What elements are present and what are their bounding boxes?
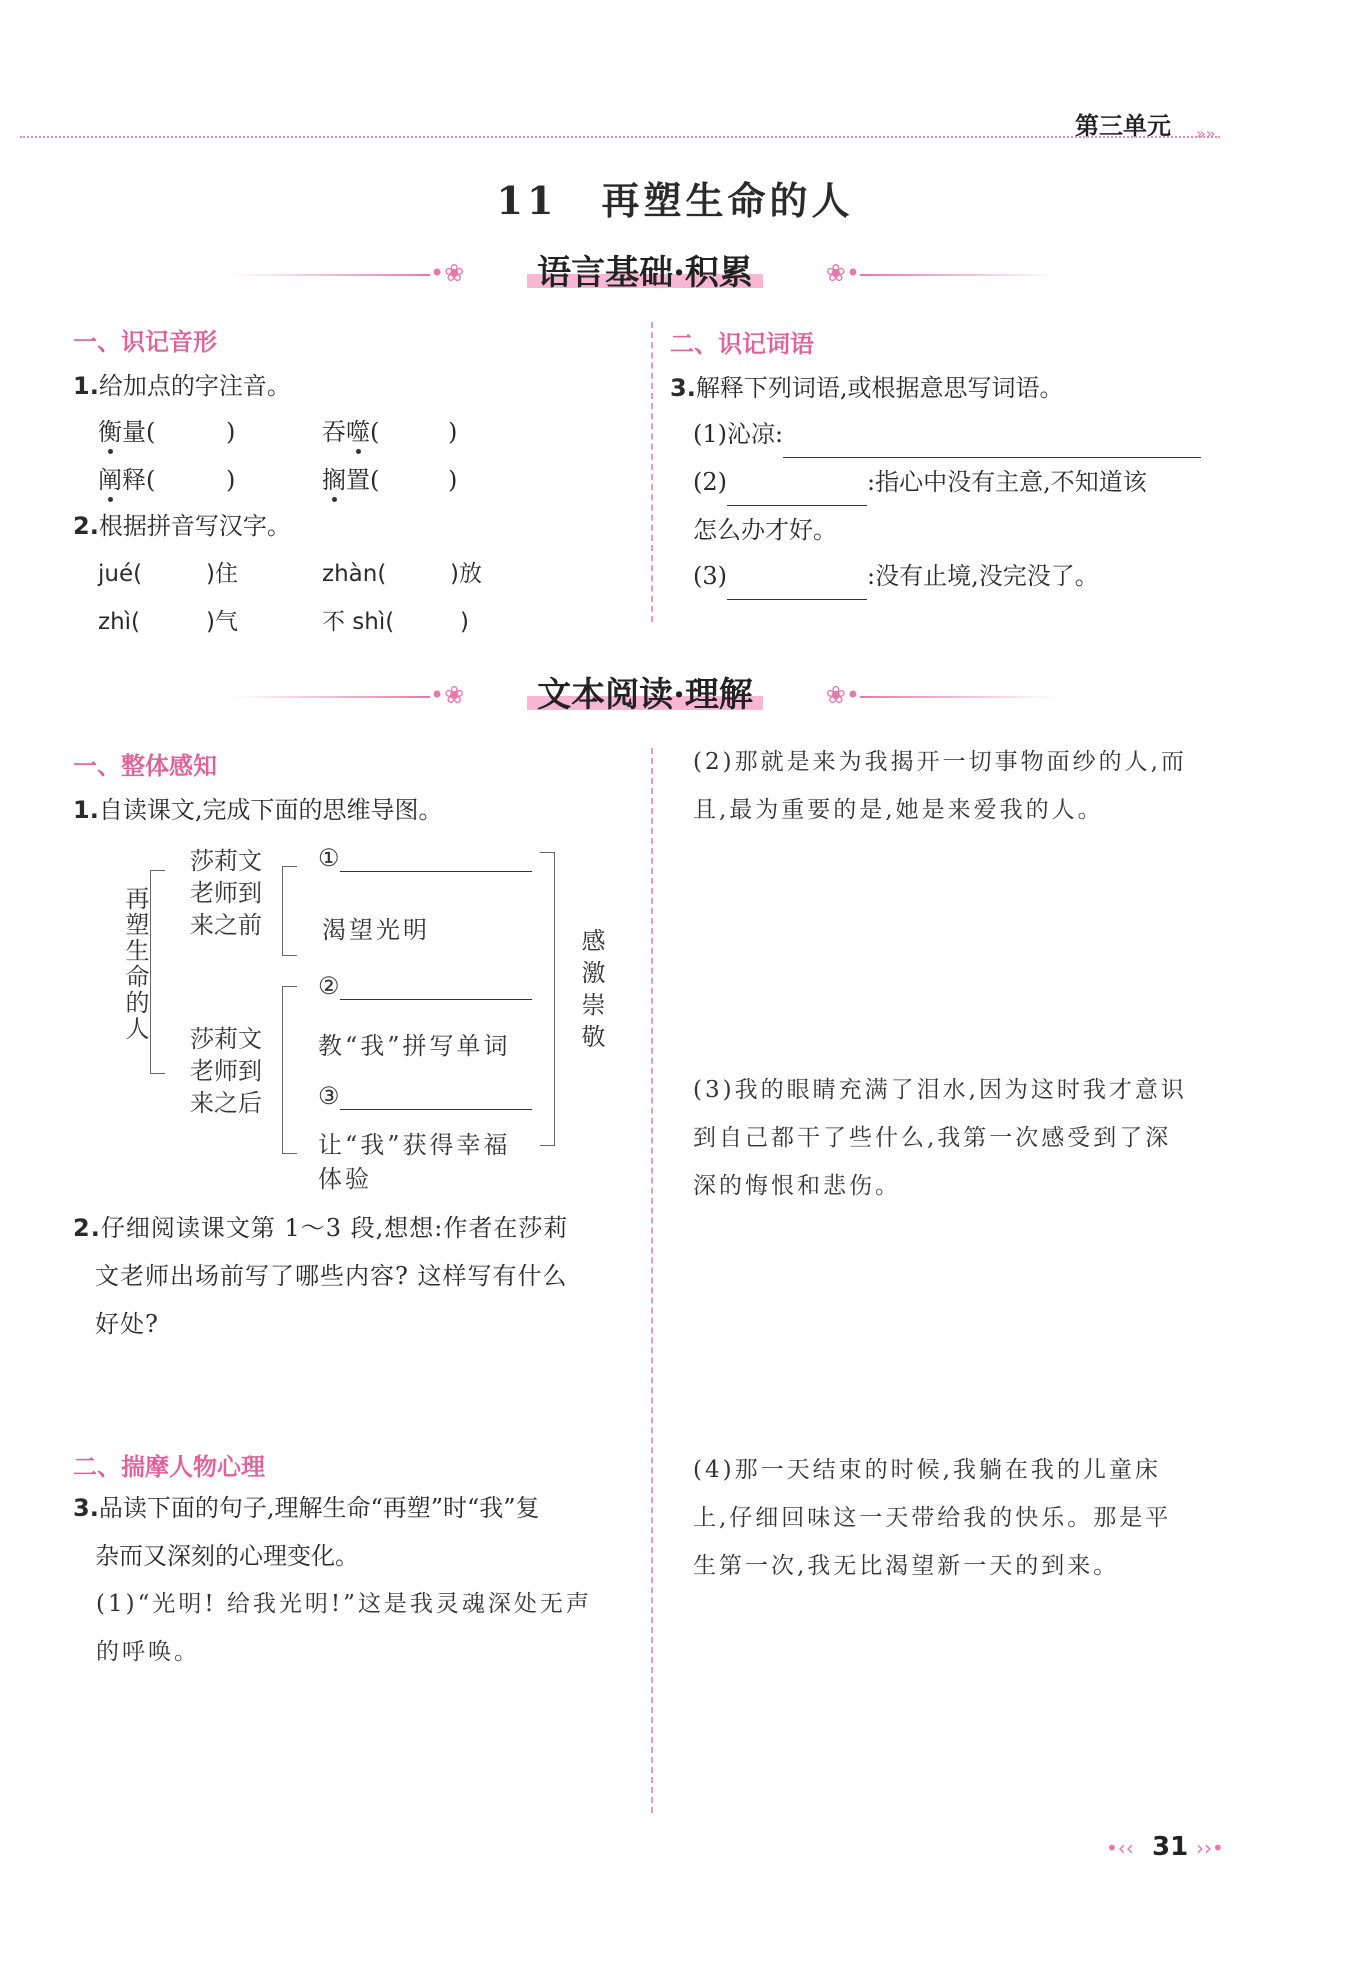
chevron-left-icon: •‹‹	[1106, 1836, 1134, 1860]
bracket	[150, 870, 165, 1074]
bracket	[282, 986, 297, 1154]
header-divider	[20, 136, 1220, 138]
unit-label: 第三单元	[1075, 112, 1171, 140]
swirl-left-icon: •❀	[430, 681, 465, 709]
item-1: (1)沁凉:	[693, 410, 1201, 458]
pinyin-item: )住	[206, 561, 238, 587]
paren-close: )	[226, 418, 236, 446]
word-item: 搁 置(	[322, 456, 379, 504]
swirl-left-icon: •❀	[430, 259, 465, 287]
section-heading: 二、识记词语	[670, 330, 814, 358]
pinyin-item: jué(	[98, 561, 143, 587]
lesson-number: 11	[496, 178, 558, 223]
word-item: 阐 释(	[98, 456, 155, 504]
mindmap-node-1: ①	[318, 844, 532, 872]
question-1: 1.给加点的字注音。	[73, 372, 291, 400]
answer-blank[interactable]	[340, 1087, 532, 1110]
word-item: 吞噬 (	[322, 408, 379, 456]
lesson-name: 再塑生命的人	[601, 178, 854, 223]
chevron-right-icon: »»	[1196, 124, 1216, 143]
item-2-cont: 怎么办才好。	[693, 516, 837, 544]
banner-title: 语言基础·积累	[527, 253, 763, 293]
mindmap-node-5: ③	[318, 1082, 532, 1110]
page-number: 31	[1152, 1832, 1189, 1862]
section-heading: 一、整体感知	[73, 752, 217, 780]
mindmap-node-6: 让“我”获得幸福 体验	[318, 1131, 511, 1193]
answer-blank[interactable]	[340, 849, 532, 872]
column-divider	[651, 748, 653, 1813]
banner-title: 文本阅读·理解	[527, 675, 763, 715]
mindmap-root: 再塑生命的人	[121, 886, 149, 1042]
mindmap-node-3: ②	[318, 972, 532, 1000]
pinyin-item: )放	[450, 561, 482, 587]
section-heading: 一、识记音形	[73, 328, 217, 356]
bracket	[282, 866, 297, 956]
column-divider	[651, 322, 653, 622]
question-3: 3.品读下面的句子,理解生命“再塑”时“我”复 杂而又深刻的心理变化。	[73, 1494, 540, 1570]
pinyin-item: )气	[206, 609, 238, 635]
swirl-right-icon: ❀•	[825, 259, 860, 287]
mindmap-after: 莎莉文 老师到 来之后	[190, 1025, 262, 1117]
answer-blank[interactable]	[340, 977, 532, 1000]
pinyin-item: )	[460, 609, 469, 635]
answer-blank[interactable]	[783, 429, 1201, 458]
swirl-right-icon: ❀•	[825, 681, 860, 709]
chevron-right-icon: ››•	[1196, 1836, 1224, 1860]
sentence-2: (2)那就是来为我揭开一切事物面纱的人,而 且,最为重要的是,她是来爱我的人。	[693, 749, 1187, 823]
lesson-title	[0, 170, 1350, 225]
word-item: 衡 量(	[98, 408, 155, 456]
sentence-1: (1)“光明! 给我光明!”这是我灵魂深处无声 的呼唤。	[96, 1591, 592, 1665]
mindmap-before: 莎莉文 老师到 来之前	[190, 847, 262, 939]
question-2: 2.仔细阅读课文第 1～3 段,想想:作者在莎莉 文老师出场前写了哪些内容? 这样写有什么 好处?	[73, 1214, 569, 1338]
bracket	[540, 852, 555, 1146]
section-heading: 二、揣摩人物心理	[73, 1453, 265, 1481]
item-2: (2) :指心中没有主意,不知道该	[693, 458, 1147, 506]
paren-close: )	[226, 466, 236, 494]
paren-close: )	[448, 466, 458, 494]
mindmap-node-4: 教“我”拼写单词	[318, 1032, 511, 1060]
pinyin-item: zhàn(	[322, 561, 387, 587]
section-banner-basics	[230, 245, 1060, 305]
mindmap-node-2: 渴望光明	[322, 916, 430, 944]
answer-blank[interactable]	[727, 477, 867, 506]
question-2: 2.根据拼音写汉字。	[73, 512, 291, 540]
mindmap-result: 感激崇敬	[577, 928, 605, 1056]
question-1: 1.自读课文,完成下面的思维导图。	[73, 796, 443, 824]
sentence-4: (4)那一天结束的时候,我躺在我的儿童床 上,仔细回味这一天带给我的快乐。那是平 生第一次,我无比渴望新一天的到来。	[693, 1457, 1172, 1579]
answer-blank[interactable]	[727, 571, 867, 600]
section-banner-reading	[230, 667, 1060, 727]
pinyin-item: zhì(	[98, 609, 141, 635]
question-3: 3.解释下列词语,或根据意思写词语。	[670, 374, 1064, 402]
sentence-3: (3)我的眼睛充满了泪水,因为这时我才意识 到自己都干了些什么,我第一次感受到了深 深的悔恨和悲伤。	[693, 1077, 1187, 1199]
pinyin-item: 不 shì(	[322, 609, 395, 635]
item-3: (3) :没有止境,没完没了。	[693, 552, 1099, 600]
paren-close: )	[448, 418, 458, 446]
